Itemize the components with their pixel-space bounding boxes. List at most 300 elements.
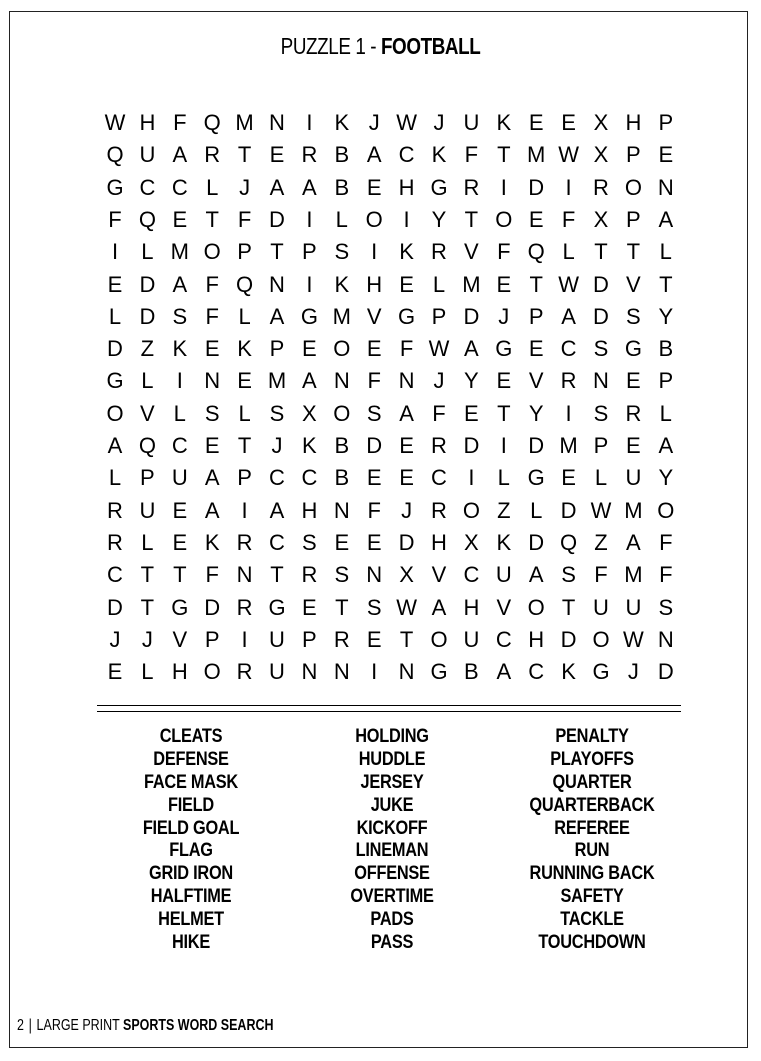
grid-letter: B (658, 336, 674, 362)
grid-letter: S (626, 303, 641, 329)
grid-letter: Q (106, 142, 124, 168)
grid-letter: E (626, 433, 641, 458)
grid-letter: E (107, 659, 123, 685)
grid-letter: R (301, 562, 318, 588)
grid-letter: S (334, 562, 350, 588)
grid-letter: D (139, 303, 156, 329)
grid-letter: T (399, 626, 414, 652)
grid-letter: V (528, 368, 544, 394)
grid-letter: W (396, 110, 417, 135)
grid-letter: K (334, 110, 350, 135)
grid-letter: X (302, 400, 317, 426)
grid-letter: M (170, 239, 189, 265)
grid-letter: E (399, 271, 414, 297)
grid-letter: I (371, 659, 378, 685)
grid-letter: A (107, 433, 123, 458)
grid-letter: H (301, 497, 318, 523)
footer-separator: | (28, 1017, 32, 1034)
grid-letter: G (106, 174, 124, 200)
grid-letter: B (334, 465, 350, 491)
grid-letter: L (108, 465, 122, 491)
grid-letter: A (172, 142, 188, 168)
grid-letter: L (238, 400, 251, 426)
grid-letter: O (430, 626, 448, 652)
grid-letter: P (626, 206, 641, 232)
grid-letter: T (237, 433, 252, 458)
grid-letter: V (464, 239, 479, 265)
grid-letter: S (561, 562, 576, 588)
grid-letter: A (172, 271, 188, 297)
grid-letter: I (241, 626, 248, 652)
word-list-item: FIELD GOAL (142, 817, 240, 839)
grid-letter: W (396, 594, 417, 620)
grid-letter: O (333, 336, 351, 362)
grid-letter: D (657, 659, 674, 685)
grid-letter: Y (431, 206, 447, 232)
grid-letter: F (108, 206, 122, 232)
grid-letter: E (204, 336, 220, 362)
grid-letter: E (204, 433, 220, 458)
grid-letter: V (172, 626, 188, 652)
page-number: 2 (17, 1017, 24, 1034)
grid-letter: T (497, 142, 511, 168)
grid-letter: D (269, 206, 285, 232)
grid-letter: D (528, 529, 545, 555)
page-footer (17, 1017, 273, 1035)
grid-letter: N (269, 110, 285, 135)
grid-letter: A (302, 368, 317, 394)
grid-letter: A (561, 303, 576, 329)
grid-letter: H (431, 529, 447, 555)
grid-letter: M (235, 110, 254, 135)
grid-letter: H (398, 174, 415, 200)
grid-letter: D (204, 594, 221, 620)
grid-letter: T (335, 594, 349, 620)
grid-letter: M (559, 433, 578, 458)
grid-letter: J (271, 433, 283, 458)
grid-letter: Z (594, 529, 608, 555)
grid-letter: D (463, 303, 480, 329)
word-list-item: PENALTY (555, 726, 629, 747)
grid-letter: O (203, 239, 221, 265)
word-list-item: REFEREE (554, 817, 630, 839)
grid-letter: O (495, 206, 513, 232)
grid-letter: O (657, 497, 675, 523)
grid-letter: E (561, 110, 576, 135)
grid-letter: P (528, 303, 544, 329)
grid-letter: I (111, 239, 119, 265)
word-list-item: QUARTERBACK (529, 794, 655, 816)
grid-letter: J (109, 626, 121, 652)
grid-letter: L (206, 174, 219, 200)
grid-letter: D (593, 271, 609, 297)
grid-letter: L (562, 239, 575, 265)
grid-letter: I (306, 271, 313, 297)
grid-letter: P (140, 465, 155, 491)
grid-letter: A (626, 529, 641, 555)
grid-letter: B (334, 174, 350, 200)
grid-letter: R (463, 174, 480, 200)
grid-letter: K (561, 659, 576, 685)
grid-letter: U (269, 626, 285, 652)
grid-letter: E (172, 497, 188, 523)
grid-letter: G (430, 174, 448, 200)
puzzle-topic: FOOTBALL (380, 33, 481, 59)
grid-letter: R (593, 174, 609, 200)
grid-letter: E (172, 529, 188, 555)
grid-letter: K (204, 529, 220, 555)
grid-letter: I (565, 400, 572, 426)
grid-letter: Q (138, 433, 156, 458)
grid-letter: U (269, 659, 285, 685)
grid-letter: A (302, 174, 317, 200)
grid-letter: L (141, 368, 154, 394)
grid-letter: X (593, 110, 609, 135)
grid-letter: E (366, 529, 382, 555)
grid-letter: T (529, 271, 543, 297)
grid-letter: C (269, 529, 285, 555)
grid-letter: C (495, 626, 512, 652)
word-list-item: HELMET (158, 909, 224, 931)
word-list-item: SAFETY (560, 886, 624, 908)
grid-letter: P (593, 433, 609, 458)
grid-letter: I (306, 206, 313, 232)
grid-letter: R (204, 142, 221, 168)
grid-letter: L (335, 206, 348, 232)
grid-letter: Q (527, 239, 545, 265)
grid-letter: I (306, 110, 313, 135)
grid-letter: R (236, 594, 253, 620)
grid-letter: E (269, 142, 285, 168)
grid-letter: S (593, 400, 609, 426)
grid-letter: A (464, 336, 479, 362)
grid-letter: L (659, 239, 672, 265)
grid-letter: M (527, 142, 546, 168)
grid-letter: T (205, 206, 219, 232)
word-list-item: OVERTIME (350, 886, 434, 908)
grid-letter: O (203, 659, 221, 685)
word-list-item: HOLDING (355, 726, 429, 747)
grid-letter: F (594, 562, 608, 588)
grid-letter: F (173, 110, 187, 135)
grid-letter: G (624, 336, 642, 362)
grid-letter: N (301, 659, 318, 685)
grid-letter: X (464, 529, 479, 555)
grid-letter: R (301, 142, 318, 168)
grid-letter: T (594, 239, 608, 265)
grid-letter: A (496, 659, 512, 685)
grid-letter: F (237, 206, 252, 232)
grid-letter: V (366, 303, 382, 329)
grid-letter: D (593, 303, 609, 329)
grid-letter: A (269, 303, 285, 329)
grid-letter: D (528, 433, 545, 458)
grid-letter: S (366, 594, 382, 620)
word-list-item: OFFENSE (354, 863, 430, 885)
grid-letter: C (269, 465, 285, 491)
grid-letter: N (366, 562, 383, 588)
grid-letter: J (401, 497, 413, 523)
grid-letter: U (463, 626, 480, 652)
grid-letter: E (334, 529, 350, 555)
grid-letter: M (462, 271, 481, 297)
grid-letter: K (431, 142, 447, 168)
word-list-item: JUKE (370, 794, 414, 816)
grid-letter: J (433, 110, 445, 135)
grid-letter: P (431, 303, 447, 329)
grid-letter: A (204, 497, 220, 523)
grid-letter: A (431, 594, 447, 620)
grid-letter: W (590, 497, 612, 523)
grid-letter: B (464, 659, 479, 685)
grid-letter: S (269, 400, 285, 426)
grid-letter: C (463, 562, 480, 588)
grid-letter: D (560, 497, 577, 523)
grid-letter: Y (658, 465, 674, 491)
grid-letter: S (204, 400, 220, 426)
grid-letter: T (173, 562, 187, 588)
grid-letter: S (334, 239, 350, 265)
grid-letter: E (366, 174, 382, 200)
grid-letter: L (594, 465, 608, 491)
grid-letter: U (139, 497, 156, 523)
grid-letter: N (657, 174, 674, 200)
book-title: SPORTS WORD SEARCH (123, 1017, 274, 1034)
grid-letter: M (332, 303, 351, 329)
grid-letter: S (593, 336, 609, 362)
grid-letter: H (463, 594, 480, 620)
grid-letter: C (301, 465, 318, 491)
grid-letter: H (366, 271, 383, 297)
grid-letter: H (139, 110, 156, 135)
grid-letter: N (333, 497, 350, 523)
grid-letter: P (626, 142, 641, 168)
grid-letter: D (463, 433, 480, 458)
grid-letter: F (497, 239, 511, 265)
grid-letter: A (204, 465, 220, 491)
grid-letter: C (431, 465, 447, 491)
grid-letter: O (106, 400, 124, 426)
grid-letter: Y (658, 303, 674, 329)
word-list-item: PLAYOFFS (550, 748, 634, 770)
grid-letter: V (431, 562, 447, 588)
grid-letter: S (172, 303, 188, 329)
grid-letter: A (658, 433, 674, 458)
grid-letter: G (527, 465, 545, 491)
grid-letter: W (623, 626, 644, 652)
grid-letter: G (592, 659, 610, 685)
grid-letter: T (561, 594, 576, 620)
grid-letter: R (236, 659, 253, 685)
grid-letter: T (270, 239, 284, 265)
grid-letter: R (560, 368, 577, 394)
grid-letter: J (141, 626, 153, 652)
grid-letter: Y (464, 368, 479, 394)
grid-letter: E (561, 465, 576, 491)
grid-letter: C (560, 336, 577, 362)
grid-letter: N (398, 659, 415, 685)
grid-letter: D (560, 626, 577, 652)
grid-letter: X (399, 562, 414, 588)
grid-letter: L (497, 465, 510, 491)
grid-letter: M (624, 497, 643, 523)
word-list-item: RUN (574, 840, 610, 862)
word-list-item: KICKOFF (356, 817, 428, 839)
grid-letter: M (624, 562, 643, 588)
grid-letter: F (367, 368, 381, 394)
grid-letter: B (334, 142, 350, 168)
grid-letter: J (368, 110, 380, 135)
grid-letter: L (141, 659, 154, 685)
grid-letter: I (403, 206, 410, 232)
grid-letter: O (365, 206, 383, 232)
grid-letter: E (399, 465, 414, 491)
grid-letter: E (107, 271, 123, 297)
grid-letter: C (398, 142, 415, 168)
grid-letter: L (659, 400, 672, 426)
grid-letter: J (433, 368, 445, 394)
grid-letter: C (107, 562, 123, 588)
grid-letter: K (399, 239, 414, 265)
grid-letter: F (432, 400, 446, 426)
grid-letter: O (333, 400, 351, 426)
grid-letter: U (495, 562, 512, 588)
grid-letter: N (657, 626, 674, 652)
grid-letter: E (172, 206, 188, 232)
grid-letter: T (237, 142, 252, 168)
grid-letter: C (139, 174, 156, 200)
grid-letter: G (268, 594, 286, 620)
grid-letter: R (236, 529, 253, 555)
grid-letter: N (593, 368, 609, 394)
grid-letter: L (530, 497, 543, 523)
grid-letter: F (659, 529, 673, 555)
grid-letter: D (528, 174, 545, 200)
grid-letter: Z (140, 336, 155, 362)
grid-letter: L (432, 271, 446, 297)
grid-letter: K (172, 336, 188, 362)
grid-letter: E (528, 206, 544, 232)
grid-letter: O (624, 174, 642, 200)
series-prefix: LARGE PRINT (36, 1017, 120, 1034)
grid-letter: I (500, 174, 507, 200)
grid-letter: E (464, 400, 479, 426)
grid-letter: L (173, 400, 186, 426)
grid-letter: E (658, 142, 674, 168)
grid-letter: F (205, 271, 219, 297)
grid-letter: W (558, 142, 579, 168)
word-list-item: HALFTIME (150, 886, 232, 908)
grid-letter: D (107, 594, 123, 620)
grid-letter: K (302, 433, 317, 458)
word-list-item: LINEMAN (355, 840, 429, 862)
grid-letter: G (495, 336, 513, 362)
word-column-1 (91, 726, 291, 955)
grid-letter: S (658, 594, 674, 620)
word-list-item: RUNNING BACK (529, 863, 655, 885)
grid-letter: I (371, 239, 378, 265)
grid-letter: U (593, 594, 609, 620)
grid-letter: Q (560, 529, 578, 555)
grid-letter: J (498, 303, 510, 329)
grid-letter: U (463, 110, 480, 135)
grid-letter: E (237, 368, 252, 394)
grid-letter: T (270, 562, 284, 588)
grid-letter: C (528, 659, 545, 685)
grid-letter: H (528, 626, 545, 652)
grid-letter: P (302, 239, 317, 265)
grid-letter: H (171, 659, 188, 685)
grid-letter: N (333, 659, 350, 685)
grid-letter: T (140, 594, 155, 620)
grid-letter: U (139, 142, 156, 168)
grid-letter: V (496, 594, 512, 620)
grid-letter: K (237, 336, 252, 362)
grid-letter: V (626, 271, 641, 297)
grid-letter: J (627, 659, 639, 685)
word-list-item: QUARTER (552, 771, 632, 793)
grid-letter: A (366, 142, 382, 168)
grid-letter: E (496, 271, 512, 297)
grid-letter: E (528, 110, 544, 135)
grid-letter: D (139, 271, 156, 297)
grid-letter: R (431, 433, 447, 458)
grid-letter: R (431, 497, 447, 523)
grid-letter: X (593, 142, 609, 168)
grid-letter: M (267, 368, 287, 394)
grid-letter: T (140, 562, 155, 588)
grid-letter: T (659, 271, 673, 297)
grid-letter: U (625, 465, 642, 491)
word-list-item: FLAG (169, 840, 213, 862)
grid-letter: E (496, 368, 512, 394)
grid-letter: A (399, 400, 414, 426)
grid-letter: O (462, 497, 480, 523)
grid-letter: X (593, 206, 609, 232)
grid-letter: H (625, 110, 642, 135)
word-list-item: FACE MASK (144, 771, 238, 793)
grid-letter: R (333, 626, 350, 652)
grid-letter: I (565, 174, 572, 200)
word-list-item: PASS (370, 932, 414, 954)
grid-letter: F (205, 303, 219, 329)
grid-letter: W (428, 336, 450, 362)
grid-letter: P (302, 626, 317, 652)
grid-letter: N (398, 368, 415, 394)
grid-letter: N (333, 368, 350, 394)
grid-letter: A (528, 562, 544, 588)
grid-letter: Q (203, 110, 221, 135)
grid-letter: Y (528, 400, 544, 426)
grid-letter: G (398, 303, 416, 329)
word-list-item: TOUCHDOWN (538, 932, 646, 954)
grid-letter: F (399, 336, 414, 362)
divider-bottom (97, 711, 681, 712)
grid-letter: D (398, 529, 415, 555)
grid-letter: E (302, 594, 317, 620)
word-list-item: HIKE (171, 932, 211, 954)
grid-letter: E (366, 465, 382, 491)
word-column-3 (492, 726, 692, 955)
grid-letter: I (500, 433, 507, 458)
word-list-item: TACKLE (560, 909, 624, 931)
grid-letter: G (171, 594, 189, 620)
grid-letter: N (236, 562, 253, 588)
grid-letter: N (269, 271, 285, 297)
grid-letter: E (366, 336, 382, 362)
grid-letter: S (366, 400, 382, 426)
puzzle-label: PUZZLE 1 - (280, 33, 377, 59)
